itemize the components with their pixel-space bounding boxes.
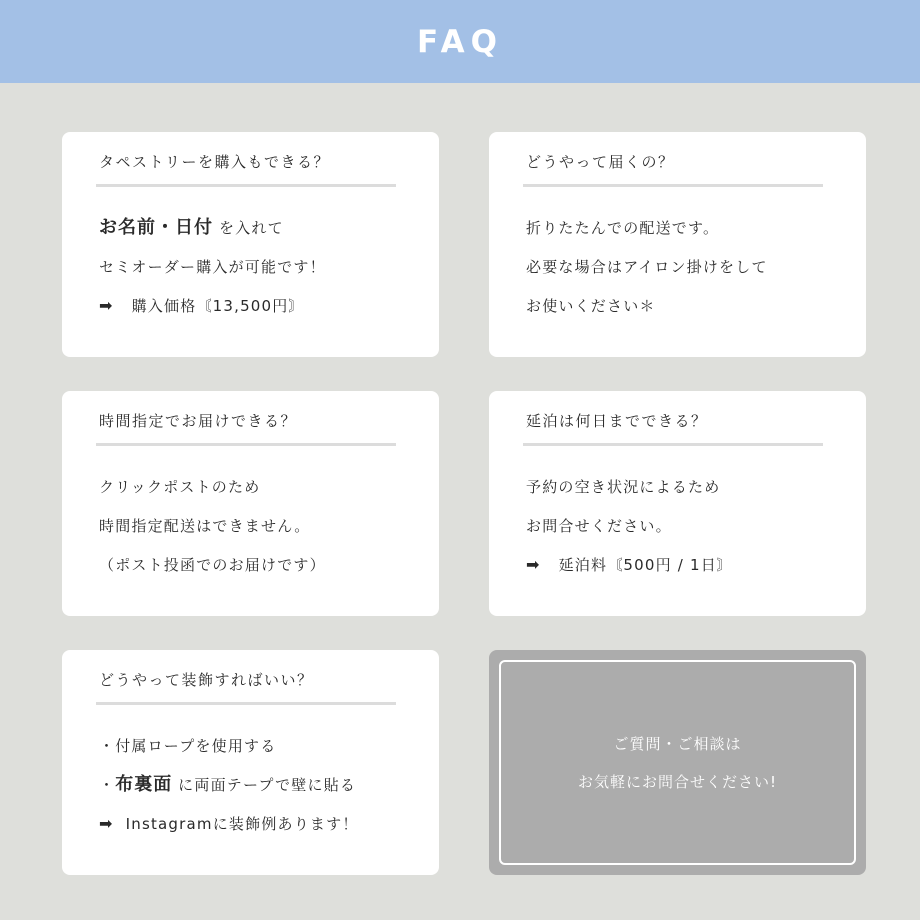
answer-line xyxy=(99,295,429,334)
answer-line: 時間指定配送はできません。 xyxy=(99,517,311,535)
name-date-bold: お名前・日付 xyxy=(99,217,213,238)
answer-text: を入れて xyxy=(213,219,284,237)
divider xyxy=(523,184,823,187)
faq-question: どうやって装飾すればいい？ xyxy=(99,671,314,689)
faq-question: タペストリーを購入もできる？ xyxy=(99,153,331,171)
faq-answer xyxy=(99,476,429,593)
arrow-right-icon: ➡ xyxy=(99,296,114,315)
price-text: 購入価格〘13,500円〙 xyxy=(131,297,305,315)
instagram-text: Instagramに装飾例あります！ xyxy=(125,815,359,833)
answer-line xyxy=(99,813,429,852)
faq-card-delivery xyxy=(489,132,866,357)
faq-question: どうやって届くの？ xyxy=(526,153,675,171)
answer-line: クリックポストのため xyxy=(99,478,261,496)
faq-answer xyxy=(526,217,856,334)
faq-card-time-delivery xyxy=(62,391,439,616)
faq-card-extension xyxy=(489,391,866,616)
answer-line xyxy=(99,774,429,813)
divider xyxy=(523,443,823,446)
answer-line: （ポスト投函でのお届けです） xyxy=(99,556,326,574)
arrow-right-icon: ➡ xyxy=(99,814,114,833)
price-text: 延泊料〘500円 / 1日〙 xyxy=(558,556,734,574)
answer-line: 予約の空き状況によるため xyxy=(526,478,721,496)
contact-frame xyxy=(499,660,856,865)
answer-line: お使いください＊ xyxy=(526,297,656,315)
contact-line: ご質問・ご相談は xyxy=(613,734,742,753)
answer-line xyxy=(99,217,429,256)
contact-line: お気軽にお問合せください! xyxy=(577,772,777,791)
fabric-back-bold: 布裏面 xyxy=(115,774,173,795)
bullet: ・ xyxy=(99,776,116,794)
answer-line: ・付属ロープを使用する xyxy=(99,737,277,755)
answer-line: セミオーダー購入が可能です！ xyxy=(99,258,326,276)
faq-answer xyxy=(99,735,429,852)
faq-question: 延泊は何日までできる？ xyxy=(526,412,708,430)
faq-answer xyxy=(99,217,429,334)
faq-question: 時間指定でお届けできる？ xyxy=(99,412,298,430)
faq-card-purchase xyxy=(62,132,439,357)
contact-card[interactable] xyxy=(489,650,866,875)
page-title: FAQ xyxy=(417,23,503,60)
faq-header xyxy=(0,0,920,83)
divider xyxy=(96,443,396,446)
divider xyxy=(96,184,396,187)
answer-line: 必要な場合はアイロン掛けをして xyxy=(526,258,768,276)
answer-line: お問合せください。 xyxy=(526,517,672,535)
answer-line: 折りたたんでの配送です。 xyxy=(526,219,720,237)
faq-answer xyxy=(526,476,856,593)
divider xyxy=(96,702,396,705)
faq-card-decoration xyxy=(62,650,439,875)
answer-text: に両面テープで壁に貼る xyxy=(172,776,357,794)
answer-line xyxy=(526,554,856,593)
arrow-right-icon: ➡ xyxy=(526,555,541,574)
